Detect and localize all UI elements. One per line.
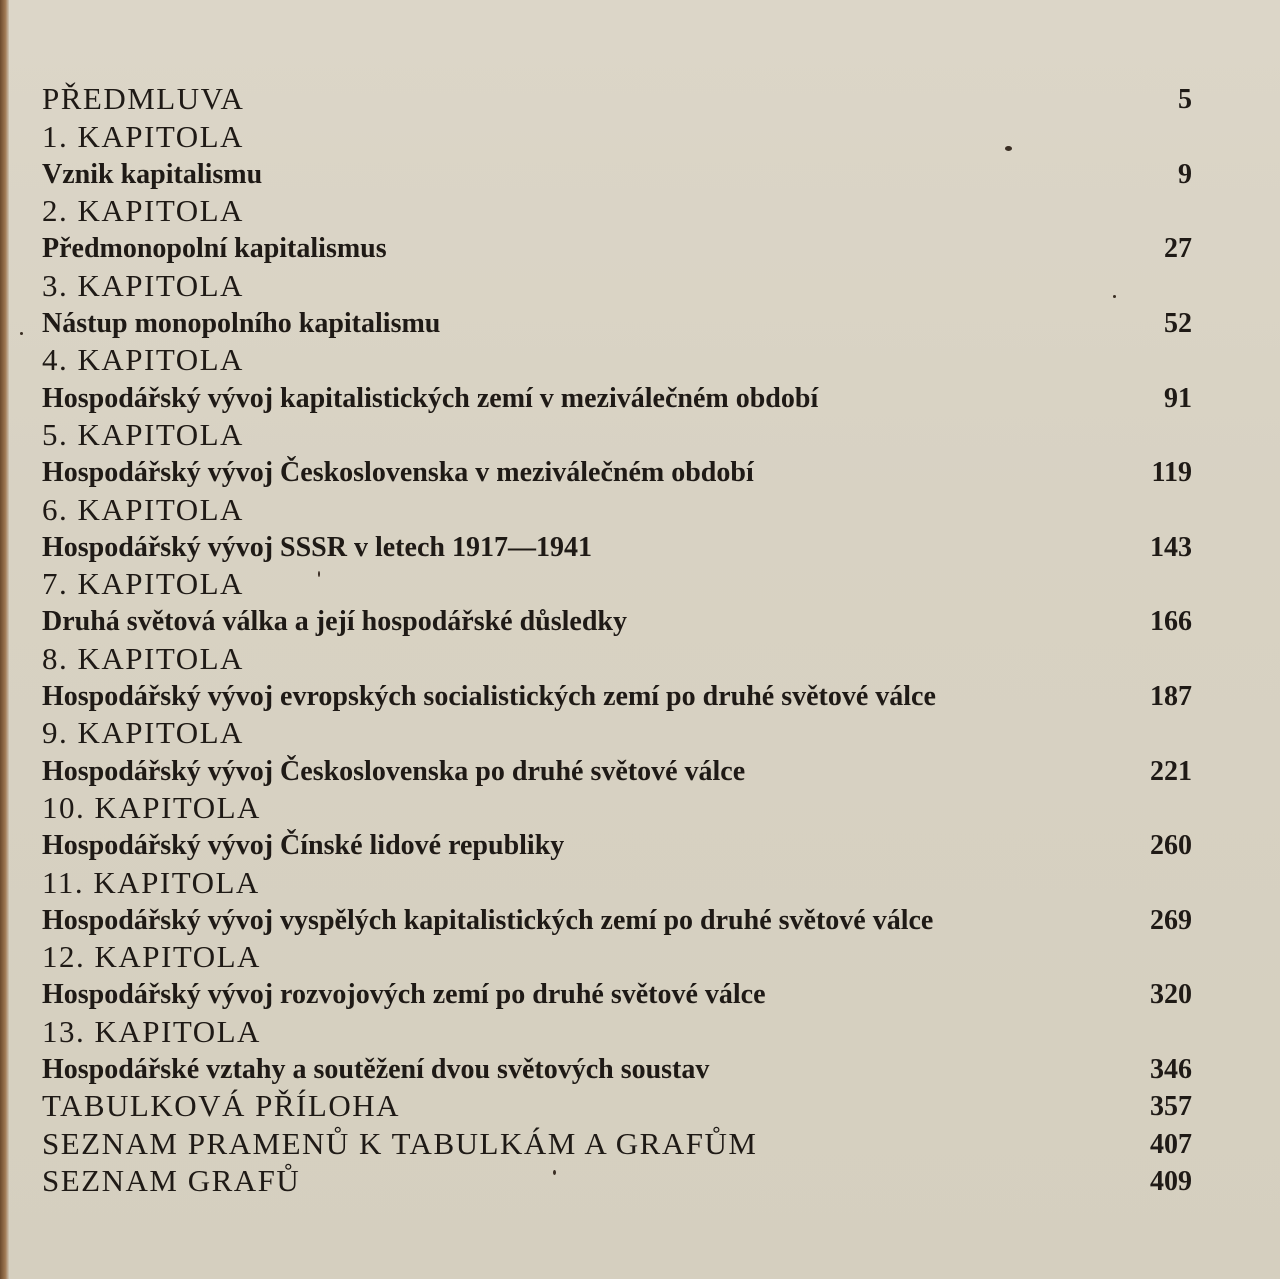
toc-chapter-title: Hospodářský vývoj vyspělých kapitalistických zemí po druhé světové válce <box>42 904 934 936</box>
toc-page-number: 187 <box>1150 681 1192 713</box>
toc-heading-label: TABULKOVÁ PŘÍLOHA <box>42 1088 400 1124</box>
toc-page-number: 91 <box>1164 382 1192 414</box>
toc-heading-row <box>42 1161 1192 1198</box>
toc-chapter-title: Hospodářský vývoj SSSR v letech 1917—1941 <box>42 531 592 563</box>
toc-heading-label: 5. KAPITOLA <box>42 416 244 452</box>
toc-heading-row <box>42 564 1192 601</box>
toc-heading-row <box>42 1011 1192 1048</box>
toc-page-number: 5 <box>1178 84 1192 116</box>
toc-heading-label: 8. KAPITOLA <box>42 640 244 676</box>
toc-heading-row <box>42 862 1192 899</box>
toc-chapter-title: Hospodářský vývoj evropských socialistických zemí po druhé světové válce <box>42 681 936 713</box>
toc-page-number: 260 <box>1150 830 1192 862</box>
toc-chapter-title: Hospodářské vztahy a soutěžení dvou světových soustav <box>42 1054 710 1086</box>
toc-title-row <box>42 228 1192 265</box>
toc-title-row <box>42 900 1192 937</box>
toc-heading-row <box>42 340 1192 377</box>
toc-page-number: 269 <box>1150 904 1192 936</box>
toc-heading-row <box>42 713 1192 750</box>
toc-page-number: 52 <box>1164 308 1192 340</box>
toc-page-number: 119 <box>1151 457 1192 489</box>
toc-heading-row <box>42 1086 1192 1123</box>
toc-heading-row <box>42 1123 1192 1160</box>
toc-heading-label: 11. KAPITOLA <box>42 864 260 900</box>
toc-heading-row <box>42 788 1192 825</box>
toc-title-row <box>42 974 1192 1011</box>
toc-title-row <box>42 750 1192 787</box>
toc-chapter-title: Hospodářský vývoj kapitalistických zemí v meziválečném období <box>42 382 819 414</box>
toc-heading-label: 13. KAPITOLA <box>42 1013 261 1049</box>
toc-title-row <box>42 1049 1192 1086</box>
toc-heading-label: 1. KAPITOLA <box>42 118 244 154</box>
toc-heading-label: 9. KAPITOLA <box>42 715 244 751</box>
toc-heading-label: 12. KAPITOLA <box>42 939 261 975</box>
toc-heading-label: PŘEDMLUVA <box>42 81 245 117</box>
toc-heading-label: SEZNAM PRAMENŮ K TABULKÁM A GRAFŮM <box>42 1125 758 1161</box>
toc-chapter-title: Vznik kapitalismu <box>42 158 263 190</box>
toc-title-row <box>42 452 1192 489</box>
toc-page-number: 346 <box>1150 1054 1192 1086</box>
toc-title-row <box>42 676 1192 713</box>
toc-chapter-title: Hospodářský vývoj Čínské lidové republiky <box>42 830 565 862</box>
toc-page-number: 9 <box>1178 158 1192 190</box>
toc-heading-row <box>42 116 1192 153</box>
toc-chapter-title: Hospodářský vývoj rozvojových zemí po druhé světové válce <box>42 979 766 1011</box>
toc-heading-row <box>42 265 1192 302</box>
toc-heading-label: 6. KAPITOLA <box>42 491 244 527</box>
paper-speck <box>20 332 23 335</box>
toc-chapter-title: Druhá světová válka a její hospodářské důsledky <box>42 606 627 638</box>
toc-heading-row <box>42 191 1192 228</box>
toc-page-number: 357 <box>1150 1091 1192 1123</box>
toc-heading-row <box>42 489 1192 526</box>
toc-heading-row <box>42 79 1192 116</box>
toc-title-row <box>42 825 1192 862</box>
toc-heading-row <box>42 638 1192 675</box>
toc-heading-label: SEZNAM GRAFŮ <box>42 1162 301 1198</box>
toc-page-number: 27 <box>1164 233 1192 265</box>
toc-heading-label: 10. KAPITOLA <box>42 789 261 825</box>
toc-page-number: 320 <box>1150 979 1192 1011</box>
toc-title-row <box>42 601 1192 638</box>
toc-page-number: 143 <box>1150 531 1192 563</box>
page-spine-edge <box>0 0 9 1279</box>
toc-heading-row <box>42 415 1192 452</box>
toc-heading-label: 4. KAPITOLA <box>42 342 244 378</box>
toc-chapter-title: Hospodářský vývoj Československa po druhé světové válce <box>42 755 746 787</box>
toc-page-number: 407 <box>1150 1128 1192 1160</box>
toc-title-row <box>42 154 1192 191</box>
toc-chapter-title: Hospodářský vývoj Československa v meziválečném období <box>42 457 754 489</box>
toc-title-row <box>42 527 1192 564</box>
toc-page-number: 221 <box>1150 755 1192 787</box>
toc-page-number: 166 <box>1150 606 1192 638</box>
toc-page-number: 409 <box>1150 1165 1192 1197</box>
toc-heading-label: 7. KAPITOLA <box>42 566 244 602</box>
toc-title-row <box>42 377 1192 414</box>
toc-title-row <box>42 303 1192 340</box>
toc-heading-label: 3. KAPITOLA <box>42 267 244 303</box>
toc-heading-row <box>42 937 1192 974</box>
toc-chapter-title: Předmonopolní kapitalismus <box>42 233 387 265</box>
table-of-contents <box>42 79 1192 1198</box>
toc-heading-label: 2. KAPITOLA <box>42 193 244 229</box>
toc-chapter-title: Nástup monopolního kapitalismu <box>42 308 441 340</box>
